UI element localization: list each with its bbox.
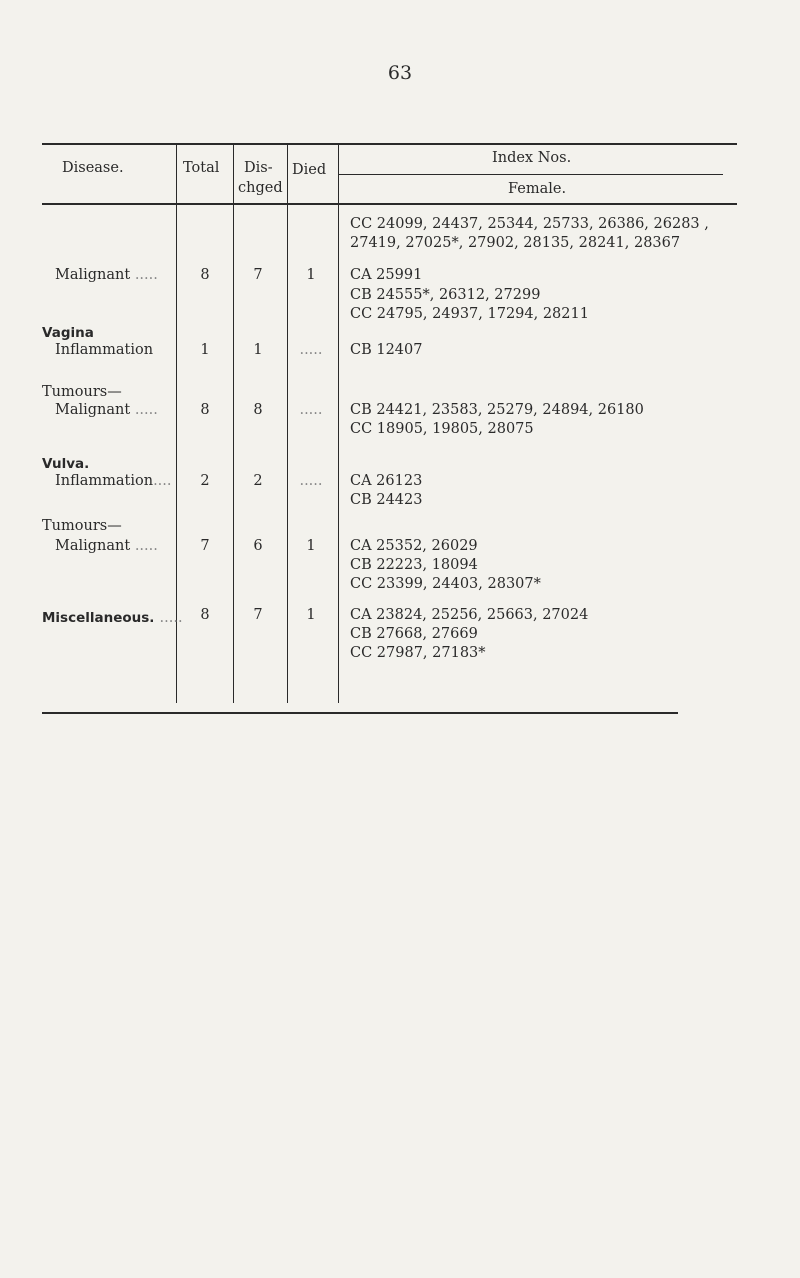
group-label-tumours: Tumours— [42, 518, 122, 534]
row-label-inflammation: Inflammation [55, 342, 154, 358]
row-label-malignant: Malignant ..... [55, 402, 158, 418]
header-index-nos: Index Nos. [492, 150, 572, 166]
index-line: CC 27987, 27183* [350, 645, 486, 661]
page-number: 63 [387, 62, 413, 84]
col-divider-died [338, 145, 339, 703]
died-cell: ..... [299, 342, 323, 358]
discharged-cell: 7 [253, 267, 263, 283]
header-bottom-rule [42, 203, 737, 205]
total-cell: 8 [200, 267, 210, 283]
table-bottom-rule [42, 712, 678, 714]
group-label-tumours: Tumours— [42, 384, 122, 400]
discharged-cell: 7 [253, 607, 263, 623]
row-label-inflammation: Inflammation.... [55, 473, 172, 489]
col-divider-discharged [287, 145, 288, 703]
index-line: CC 24795, 24937, 17294, 28211 [350, 306, 589, 322]
index-header-rule [338, 174, 723, 175]
index-line: CA 26123 [350, 473, 423, 489]
table-top-rule [42, 143, 737, 145]
index-line: CA 23824, 25256, 25663, 27024 [350, 607, 589, 623]
section-heading-miscellaneous: Miscellaneous. ..... [42, 610, 183, 626]
discharged-cell: 8 [253, 402, 263, 418]
index-line: 27419, 27025*, 27902, 28135, 28241, 28367 [350, 235, 681, 251]
index-line: CC 18905, 19805, 28075 [350, 421, 534, 437]
header-died: Died [292, 162, 327, 178]
index-line: CB 27668, 27669 [350, 626, 478, 642]
died-cell: 1 [306, 267, 316, 283]
header-discharged-2: chged [238, 180, 283, 196]
total-cell: 8 [200, 402, 210, 418]
header-discharged-1: Dis- [244, 160, 273, 176]
index-line: CB 24421, 23583, 25279, 24894, 26180 [350, 402, 644, 418]
index-line: CA 25352, 26029 [350, 538, 478, 554]
died-cell: 1 [306, 607, 316, 623]
total-cell: 8 [200, 607, 210, 623]
total-cell: 2 [200, 473, 210, 489]
header-disease: Disease. [62, 160, 124, 176]
index-line: CB 22223, 18094 [350, 557, 478, 573]
row-label-malignant: Malignant ..... [55, 538, 158, 554]
discharged-cell: 2 [253, 473, 263, 489]
died-cell: ..... [299, 402, 323, 418]
index-line: CC 24099, 24437, 25344, 25733, 26386, 26283 , [350, 216, 709, 232]
section-heading-vagina: Vagina [42, 325, 94, 341]
died-cell: 1 [306, 538, 316, 554]
index-line: CC 23399, 24403, 28307* [350, 576, 541, 592]
row-label-malignant: Malignant ..... [55, 267, 158, 283]
total-cell: 7 [200, 538, 210, 554]
index-line: CA 25991 [350, 267, 423, 283]
discharged-cell: 1 [253, 342, 263, 358]
died-cell: ..... [299, 473, 323, 489]
index-line: CB 12407 [350, 342, 423, 358]
header-total: Total [183, 160, 220, 176]
index-line: CB 24423 [350, 492, 423, 508]
total-cell: 1 [200, 342, 210, 358]
section-heading-vulva: Vulva. [42, 456, 90, 472]
header-female: Female. [508, 181, 567, 197]
discharged-cell: 6 [253, 538, 263, 554]
col-divider-total [233, 145, 234, 703]
index-line: CB 24555*, 26312, 27299 [350, 287, 541, 303]
